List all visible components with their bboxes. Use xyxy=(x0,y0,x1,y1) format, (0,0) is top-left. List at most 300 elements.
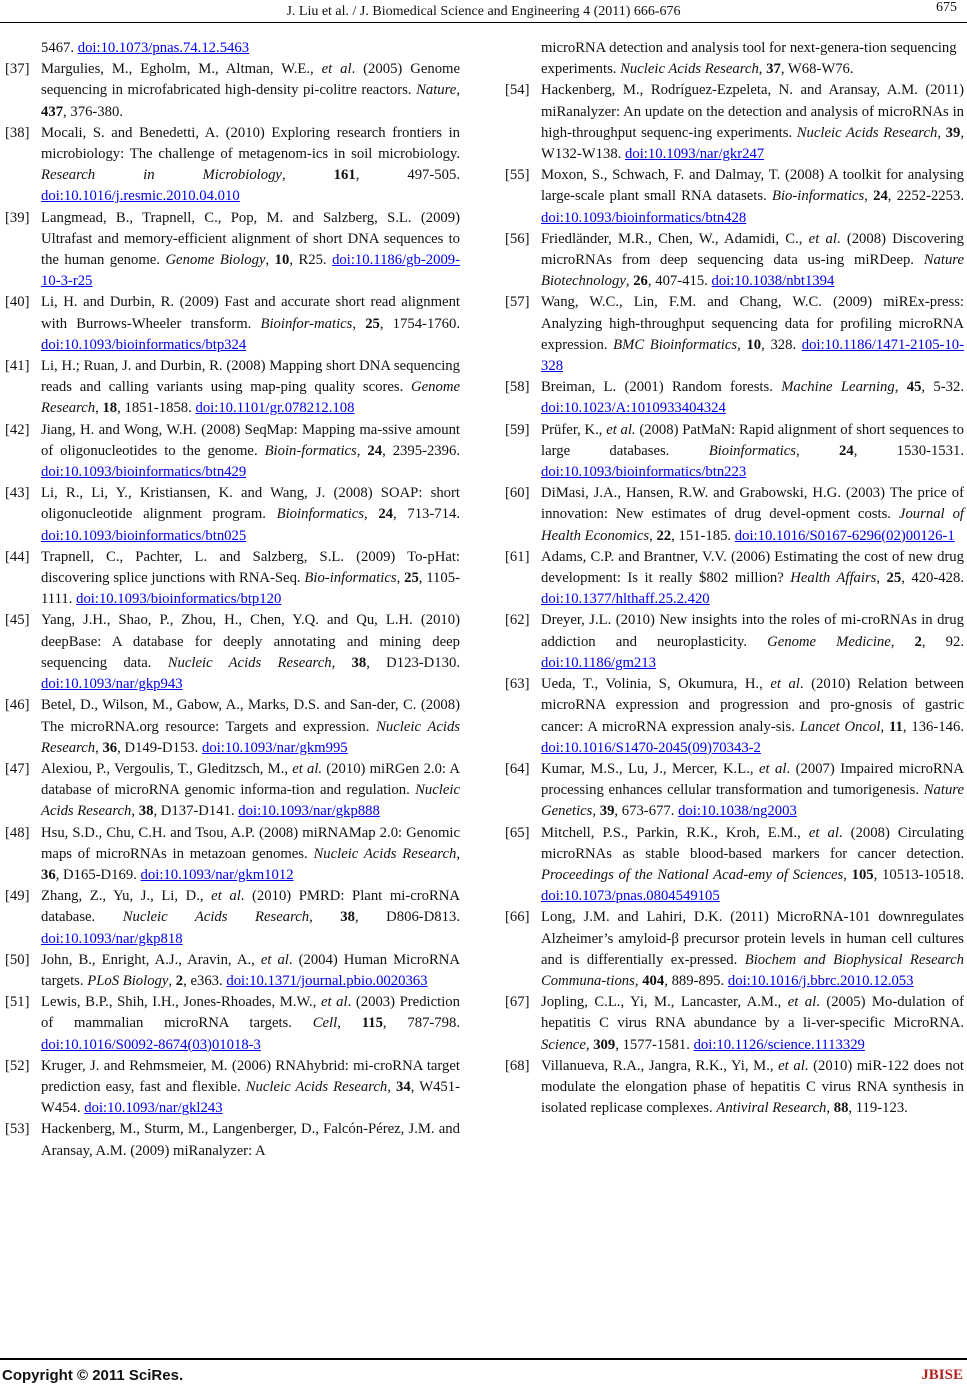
reference-item xyxy=(505,674,964,759)
reference-number: [52] xyxy=(5,1057,30,1074)
reference-item xyxy=(505,823,964,908)
separator: , xyxy=(890,633,915,650)
doi-link[interactable]: doi:10.1093/bioinformatics/btp324 xyxy=(41,336,247,353)
reference-item xyxy=(505,907,964,992)
reference-continuation xyxy=(505,38,964,80)
reference-text xyxy=(541,907,964,992)
doi-link[interactable]: doi:10.1093/nar/gkp818 xyxy=(41,930,183,947)
reference-item xyxy=(5,610,460,695)
reference-number: [62] xyxy=(505,612,530,629)
page-number: 675 xyxy=(936,0,957,15)
pages: , 151-185. xyxy=(671,527,735,544)
reference-text xyxy=(41,208,460,293)
reference-authors-title: Jiang, H. and Wong, W.H. (2008) SeqMap: Mapping ma-ssive amount of oligonucleotides to the genome. xyxy=(41,421,460,459)
reference-authors-title: Ueda, T., Volinia, S, Okumura, H., xyxy=(541,676,771,693)
journal-name: Nucleic Acids Research xyxy=(167,654,332,671)
reference-item xyxy=(505,547,964,611)
volume: 161 xyxy=(333,167,356,184)
volume: 11 xyxy=(888,718,903,735)
copyright-notice: Copyright © 2011 SciRes. xyxy=(2,1367,184,1384)
reference-title: . (2003) Prediction of mammalian microRNA targets. xyxy=(41,994,460,1032)
separator: , xyxy=(737,336,747,353)
journal-name: Nucleic Acids Research xyxy=(620,61,759,78)
journal-name: Research in Microbiology xyxy=(41,167,282,184)
volume: 36 xyxy=(102,739,118,756)
pages: , 1851-1858. xyxy=(117,400,196,417)
reference-number: [41] xyxy=(5,358,30,375)
doi-link[interactable]: doi:10.1016/S0167-6296(02)00126-1 xyxy=(734,527,955,544)
separator: , xyxy=(649,527,657,544)
doi-link[interactable]: doi:10.1377/hlthaff.25.2.420 xyxy=(541,591,710,608)
reference-text xyxy=(41,695,460,759)
journal-name: Genome Biology xyxy=(165,252,266,269)
et-al: et al xyxy=(808,230,837,247)
journal-name: Nucleic Acids Research xyxy=(313,845,457,862)
reference-authors-title: Langmead, B., Trapnell, C., Pop, M. and Salzberg, S.L. (2009) Ultrafast and memory-efficient alignment of short DNA sequences to the human genome. xyxy=(41,209,460,269)
journal-name: Lancet Oncol xyxy=(799,718,881,735)
pages: , 92. xyxy=(921,633,965,650)
reference-title: . (2004) Human MicroRNA targets. xyxy=(41,951,460,989)
volume: 18 xyxy=(102,400,118,417)
doi-link[interactable]: doi:10.1186/gb-2009-10-3-r25 xyxy=(41,252,461,290)
separator: , xyxy=(309,909,341,926)
volume: 25 xyxy=(886,570,902,587)
reference-text xyxy=(41,547,460,611)
reference-authors-title: DiMasi, J.A., Hansen, R.W. and Grabowski, H.G. (2003) The price of innovation: New estimates of drug devel-opment costs. xyxy=(541,485,964,523)
reference-authors-title: Long, J.M. and Lahiri, D.K. (2011) MicroRNA-101 downregulates Alzheimer’s amyloid-β precursor protein levels in human cell cultures and is differentially ex-pressed. xyxy=(541,909,964,968)
footer-rule xyxy=(0,1358,967,1360)
reference-authors-title: Trapnell, C., Pachter, L. and Salzberg, S.L. (2009) To-pHat: discovering splice junctions with RNA-Seq. xyxy=(41,548,460,587)
journal-name: Nucleic Acids Research xyxy=(245,1078,388,1095)
journal-name: PLoS Biology xyxy=(87,972,169,989)
volume: 25 xyxy=(365,315,380,332)
volume: 24 xyxy=(839,442,854,459)
reference-title: . (2010) PMRD: Plant mi-croRNA database. xyxy=(41,888,460,926)
reference-number: [50] xyxy=(5,951,30,968)
reference-authors-title: Prüfer, K., xyxy=(541,421,607,438)
reference-text xyxy=(541,229,964,293)
separator: , xyxy=(387,1078,397,1095)
journal-name: Nature Genetics xyxy=(541,782,964,820)
reference-text xyxy=(541,759,964,823)
reference-text xyxy=(41,823,460,887)
doi-link[interactable]: doi:10.1016/j.bbrc.2010.12.053 xyxy=(727,972,914,989)
separator: , xyxy=(758,61,767,78)
volume: 34 xyxy=(396,1078,411,1095)
pages: , 1577-1581. xyxy=(615,1036,694,1053)
reference-text xyxy=(41,886,460,950)
reference-authors-title: Kruger, J. and Rehmsmeier, M. (2006) RNAhybrid: mi-croRNA target prediction easy, fast and flexible. xyxy=(41,1057,460,1095)
left-column xyxy=(5,38,460,1162)
journal-name: Nucleic Acids Research xyxy=(41,782,460,820)
reference-continuation xyxy=(5,38,460,59)
doi-link[interactable]: doi:10.1093/nar/gkm995 xyxy=(202,739,348,756)
reference-number: [38] xyxy=(5,124,30,141)
separator: , xyxy=(95,739,103,756)
reference-text xyxy=(541,1056,964,1120)
reference-title: . (2005) Genome sequencing in microfabricated high-density pi-colitre reactors. xyxy=(41,61,460,99)
reference-number: [65] xyxy=(505,824,530,841)
reference-number: [57] xyxy=(505,294,530,311)
doi-link[interactable]: doi:10.1093/bioinformatics/btp120 xyxy=(76,591,282,608)
doi-link[interactable]: doi:10.1093/nar/gkp943 xyxy=(41,676,183,693)
reference-item xyxy=(5,695,460,759)
journal-name: Machine Learning xyxy=(781,379,895,396)
volume: 115 xyxy=(361,1015,383,1032)
reference-text xyxy=(541,992,964,1056)
volume: 39 xyxy=(945,124,961,141)
reference-text xyxy=(41,1056,460,1120)
reference-number: [37] xyxy=(5,61,30,78)
doi-link[interactable]: doi:10.1023/A:1010933404324 xyxy=(541,400,726,417)
separator: , xyxy=(337,1015,362,1032)
reference-authors-title: Kumar, M.S., Lu, J., Mercer, K.L., xyxy=(541,760,759,777)
reference-title: . (2008) Circulating microRNAs as stable blood-based markers for cancer detection. xyxy=(541,824,964,862)
doi-link[interactable]: doi:10.1093/nar/gkp888 xyxy=(238,803,380,820)
reference-text xyxy=(41,759,460,823)
journal-name: Bio-informatics xyxy=(772,188,865,205)
reference-item xyxy=(5,823,460,887)
doi-link[interactable]: doi:10.1186/gm213 xyxy=(541,654,656,671)
reference-authors-title: Mitchell, P.S., Parkin, R.K., Kroh, E.M., xyxy=(541,824,809,841)
reference-item xyxy=(505,165,964,229)
volume: 22 xyxy=(656,527,672,544)
reference-authors-title: Yang, J.H., Shao, P., Zhou, H., Chen, Y.Q. and Qu, L.H. (2010) deepBase: A database for deeply annotating and mining deep sequencing data. xyxy=(41,612,460,671)
pages: , 787-798. xyxy=(382,1015,461,1032)
volume: 88 xyxy=(833,1100,849,1117)
pages: , 673-677. xyxy=(614,803,679,820)
journal-name: Nature Biotechnology xyxy=(541,252,964,290)
reference-text xyxy=(541,420,964,484)
reference-title: . (2008) Discovering microRNAs from deep sequencing data us-ing miRDeep. xyxy=(541,230,964,269)
doi-link[interactable]: doi:10.1038/nbt1394 xyxy=(711,273,835,290)
pages: , 136-146. xyxy=(902,718,964,735)
reference-number: [59] xyxy=(505,421,530,438)
journal-name: Bioinformatics xyxy=(708,442,796,459)
pages: , 376-380. xyxy=(63,103,124,120)
doi-link[interactable]: doi:10.1093/bioinformatics/btn428 xyxy=(541,209,747,226)
et-al: et al xyxy=(320,994,348,1011)
volume: 24 xyxy=(873,188,888,205)
reference-text xyxy=(41,992,460,1056)
reference-authors-title: John, B., Enright, A.J., Aravin, A., xyxy=(41,951,261,968)
pages: , 119-123. xyxy=(848,1100,908,1117)
reference-authors-title: Lewis, B.P., Shih, I.H., Jones-Rhoades, M.W., xyxy=(41,994,321,1011)
pages: , D806-D813. xyxy=(354,909,461,926)
reference-item xyxy=(5,1056,460,1120)
doi-link[interactable]: doi:10.1093/nar/gkr247 xyxy=(625,146,765,163)
reference-number: [68] xyxy=(505,1057,530,1074)
pages: , 1530-1531. xyxy=(853,442,964,459)
reference-authors-title: Wang, W.C., Lin, F.M. and Chang, W.C. (2009) miREx-press: Analyzing high-throughput sequencing data for profiling microRNA expression. xyxy=(541,294,964,353)
journal-abbreviation: JBISE xyxy=(921,1367,963,1383)
reference-number: [40] xyxy=(5,294,30,311)
reference-authors-title: Villanueva, R.A., Jangra, R.K., Yi, M., xyxy=(541,1057,779,1074)
pages: , D123-D130. xyxy=(366,654,460,671)
pages: , 2252-2253. xyxy=(887,188,965,205)
separator: , xyxy=(363,506,379,523)
reference-number: [64] xyxy=(505,760,530,777)
volume: 45 xyxy=(906,379,922,396)
volume: 105 xyxy=(851,866,874,883)
reference-number: [39] xyxy=(5,209,30,226)
journal-name: Proceedings of the National Acad-emy of Sciences xyxy=(541,866,844,883)
reference-text xyxy=(541,80,964,165)
volume: 2 xyxy=(914,633,922,650)
pages: , 497-505. xyxy=(355,167,460,184)
journal-name: Bioinformatics xyxy=(276,506,364,523)
journal-name: BMC Bioinformatics xyxy=(613,336,738,353)
page-footer xyxy=(0,1358,967,1388)
reference-number: [63] xyxy=(505,676,530,693)
separator: , xyxy=(625,273,634,290)
volume: 37 xyxy=(766,61,781,78)
reference-authors-title: Hackenberg, M., Sturm, M., Langenberger, D., Falcón-Pérez, J.M. and Aransay, A.M. (2009) miRanalyzer: A xyxy=(41,1121,460,1159)
pages: , 889-895. xyxy=(664,972,728,989)
pages: , 328. xyxy=(761,336,802,353)
doi-link[interactable]: doi:10.1016/S1470-2045(09)70343-2 xyxy=(541,739,761,756)
volume: 25 xyxy=(404,570,419,587)
reference-text xyxy=(541,674,964,759)
et-al: et al xyxy=(770,676,800,693)
reference-number: [42] xyxy=(5,421,30,438)
reference-authors-title: Moxon, S., Schwach, F. and Dalmay, T. (2008) A toolkit for analysing large-scale plant small RNA datasets. xyxy=(541,167,964,205)
reference-authors-title: Mocali, S. and Benedetti, A. (2010) Exploring research frontiers in microbiology: The challenge of metagenom-ics in soil microbiology. xyxy=(41,124,460,163)
reference-number: [61] xyxy=(505,548,530,565)
reference-item xyxy=(505,292,964,377)
volume: 38 xyxy=(351,654,367,671)
reference-item xyxy=(5,992,460,1056)
reference-authors-title: Hackenberg, M., Rodríguez-Ezpeleta, N. and Aransay, A.M. (2011) miRanalyzer: An update on the detection and analysis of microRNAs in high-throughput sequenc-ing experiments. xyxy=(541,82,964,141)
reference-authors-title: Li, R., Li, Y., Kristiansen, K. and Wang, J. (2008) SOAP: short oligonucleotide alignment program. xyxy=(41,485,460,523)
volume: 38 xyxy=(340,909,355,926)
reference-title: (2010) miRGen 2.0: A database of microRNA genomic informa-tion and regulation. xyxy=(41,760,460,799)
volume: 38 xyxy=(138,803,154,820)
reference-text xyxy=(541,292,964,377)
pages: , W68-W76. xyxy=(780,61,854,78)
pages: , 420-428. xyxy=(901,570,964,587)
volume: 2 xyxy=(175,972,184,989)
doi-link[interactable]: doi:10.1093/nar/gkl243 xyxy=(84,1100,223,1117)
reference-number: [51] xyxy=(5,994,30,1011)
pages: , W132-W138. xyxy=(541,124,964,163)
reference-authors-title: Jopling, C.L., Yi, M., Lancaster, A.M., xyxy=(541,994,788,1011)
pages: , D137-D141. xyxy=(153,803,239,820)
et-al: et al. xyxy=(292,760,323,777)
reference-authors-title: Margulies, M., Egholm, M., Altman, W.E., xyxy=(41,61,322,78)
reference-authors-title: Li, H.; Ruan, J. and Durbin, R. (2008) Mapping short DNA sequencing reads and calling variants using map-ping quality scores. xyxy=(41,358,460,396)
volume: 10 xyxy=(274,252,290,269)
separator: , xyxy=(168,972,176,989)
journal-name: Bioinfor-matics xyxy=(260,315,353,332)
reference-item xyxy=(505,992,964,1056)
reference-item xyxy=(505,483,964,547)
journal-name: Genome Medicine xyxy=(767,633,891,650)
reference-text xyxy=(541,547,964,611)
reference-authors-title: Friedländer, M.R., Chen, W., Adamidi, C., xyxy=(541,230,809,247)
separator: , xyxy=(826,1100,834,1117)
doi-link[interactable]: doi:10.1073/pnas.74.12.5463 xyxy=(77,40,250,56)
journal-name: Journal of Health Economics xyxy=(541,506,964,544)
reference-authors-title: Breiman, L. (2001) Random forests. xyxy=(541,379,782,396)
reference-text xyxy=(541,823,964,908)
volume: 36 xyxy=(41,866,56,883)
reference-number: [56] xyxy=(505,230,530,247)
separator: , xyxy=(456,845,460,862)
pages: , 713-714. xyxy=(393,506,460,523)
doi-link[interactable]: doi:10.1073/pnas.0804549105 xyxy=(541,888,720,905)
reference-text xyxy=(41,420,460,484)
journal-name: Nucleic Acids Research xyxy=(122,909,310,926)
reference-title: (2008) PatMaN: Rapid alignment of short sequences to large databases. xyxy=(541,421,964,459)
reference-text xyxy=(541,377,964,419)
reference-item xyxy=(5,950,460,992)
doi-link[interactable]: doi:10.1093/nar/gkm1012 xyxy=(140,866,294,883)
separator: , xyxy=(331,654,352,671)
reference-item xyxy=(5,483,460,547)
header-rule xyxy=(0,22,967,23)
separator: , xyxy=(843,866,852,883)
reference-item xyxy=(5,547,460,611)
journal-name: Science xyxy=(541,1036,586,1053)
separator: , xyxy=(894,379,907,396)
reference-number: [58] xyxy=(505,379,530,396)
reference-number: [44] xyxy=(5,548,30,565)
journal-name: Biochem and Biophysical Research Communa-tions xyxy=(541,951,964,989)
doi-link[interactable]: doi:10.1016/S0092-8674(03)01018-3 xyxy=(41,1036,261,1053)
reference-item xyxy=(505,377,964,419)
et-al: et al xyxy=(808,824,839,841)
volume: 437 xyxy=(41,103,64,120)
volume: 10 xyxy=(746,336,762,353)
page-header xyxy=(0,0,967,26)
reference-text xyxy=(41,1119,460,1161)
separator: , xyxy=(876,570,887,587)
reference-authors-title: Dreyer, J.L. (2010) New insights into the roles of mi-croRNAs in drug addiction and neuroplasticity. xyxy=(541,612,964,650)
journal-name: Cell xyxy=(312,1015,338,1032)
reference-number: [54] xyxy=(505,82,530,99)
reference-title: . (2010) Relation between microRNA expression and progression and pro-gnosis of gastric cancer: A microRNA expression analy-sis. xyxy=(541,676,964,735)
reference-item xyxy=(5,123,460,208)
pages: , 5-32. xyxy=(921,379,964,396)
reference-number: [53] xyxy=(5,1121,30,1138)
journal-name: Bioin-formatics xyxy=(264,442,357,459)
journal-name: Nucleic Acids Research xyxy=(41,718,461,756)
journal-name: Genome Research xyxy=(41,379,460,417)
reference-authors-title: Hsu, S.D., Chu, C.H. and Tsou, A.P. (2008) miRNAMap 2.0: Genomic maps of microRNAs in metazoan genomes. xyxy=(41,824,460,862)
reference-number: [46] xyxy=(5,697,30,714)
separator: , xyxy=(265,252,275,269)
reference-item xyxy=(5,59,460,123)
volume: 24 xyxy=(367,442,383,459)
separator: , xyxy=(95,400,103,417)
journal-name: Antiviral Research xyxy=(716,1100,827,1117)
pages: , R25. xyxy=(289,252,333,269)
separator: , xyxy=(131,803,139,820)
separator: , xyxy=(456,82,460,99)
separator: , xyxy=(396,570,405,587)
reference-title: . (2010) miR-122 does not modulate the elongation phase of hepatitis C virus RNA synthesis in isolated replicase complexes. xyxy=(541,1057,964,1117)
volume: 39 xyxy=(599,803,615,820)
pages: , 1754-1760. xyxy=(379,315,460,332)
separator: , xyxy=(281,167,334,184)
pages: , D149-D153. xyxy=(117,739,202,756)
doi-link[interactable]: doi:10.1126/science.1113329 xyxy=(693,1036,865,1053)
pages: , 10513-10518. xyxy=(873,866,965,883)
et-al: et al xyxy=(321,61,352,78)
volume: 24 xyxy=(378,506,393,523)
pages: , D165-D169. xyxy=(55,866,141,883)
doi-link[interactable]: doi:10.1093/bioinformatics/btn223 xyxy=(541,464,747,481)
doi-link[interactable]: doi:10.1101/gr.078212.108 xyxy=(195,400,355,417)
reference-authors-title: Li, H. and Durbin, R. (2009) Fast and accurate short read alignment with Burrows-Wheeler transform. xyxy=(41,294,460,332)
reference-item xyxy=(5,759,460,823)
reference-authors-title: Alexiou, P., Vergoulis, T., Gleditzsch, M., xyxy=(41,760,293,777)
reference-item xyxy=(505,1056,964,1120)
reference-number: [67] xyxy=(505,994,530,1011)
journal-name: Nature xyxy=(416,82,457,99)
reference-item xyxy=(5,292,460,356)
pages: , 1105-1111. xyxy=(41,570,460,608)
reference-title: . (2007) Impaired microRNA processing enhances cellular transformation and tumorigenesis. xyxy=(541,760,964,799)
et-al: et al xyxy=(260,951,289,968)
reference-number: [66] xyxy=(505,909,530,926)
et-al: et al xyxy=(211,888,241,905)
reference-text xyxy=(41,356,460,420)
continuation-text: microRNA detection and analysis tool for next-genera-tion sequencing experiments. xyxy=(541,40,957,78)
separator: , xyxy=(352,315,366,332)
et-al: et al. xyxy=(606,421,636,438)
journal-name: Health Affairs xyxy=(790,570,877,587)
doi-link[interactable]: doi:10.1186/1471-2105-10-328 xyxy=(541,336,965,375)
doi-link[interactable]: doi:10.1016/j.resmic.2010.04.010 xyxy=(41,188,240,205)
doi-link[interactable]: doi:10.1038/ng2003 xyxy=(678,803,797,820)
reference-authors-title: Betel, D., Wilson, M., Gabow, A., Marks, D.S. and San-der, C. (2008) The microRNA.org resource: Targets and expression. xyxy=(41,697,460,735)
reference-item xyxy=(5,356,460,420)
reference-text xyxy=(41,950,460,992)
right-column xyxy=(505,38,964,1119)
separator: , xyxy=(592,803,600,820)
doi-link[interactable]: doi:10.1371/journal.pbio.0020363 xyxy=(226,972,428,989)
pages: , 2395-2396. xyxy=(382,442,461,459)
reference-authors-title: Adams, C.P. and Brantner, V.V. (2006) Estimating the cost of new drug development: Is it really $802 million? xyxy=(541,548,964,587)
reference-item xyxy=(505,80,964,165)
reference-text xyxy=(541,610,964,674)
separator: , xyxy=(585,1036,594,1053)
volume: 26 xyxy=(633,273,648,290)
reference-item xyxy=(505,229,964,293)
volume: 404 xyxy=(642,972,665,989)
et-al: et al xyxy=(759,760,787,777)
reference-text xyxy=(541,483,964,547)
reference-item xyxy=(5,420,460,484)
reference-title: . (2005) Mo-dulation of hepatitis C virus RNA abundance by a li-ver-specific MicroRNA. xyxy=(541,994,965,1032)
reference-text xyxy=(41,59,460,123)
reference-number: [60] xyxy=(505,485,530,502)
doi-link[interactable]: doi:10.1093/bioinformatics/btn025 xyxy=(41,527,247,544)
doi-link[interactable]: doi:10.1093/bioinformatics/btn429 xyxy=(41,464,247,481)
reference-item xyxy=(5,1119,460,1161)
reference-item xyxy=(5,208,460,293)
pages: , W451-W454. xyxy=(41,1078,460,1117)
reference-number: [43] xyxy=(5,485,30,502)
et-al: et al xyxy=(787,994,817,1011)
reference-number: [49] xyxy=(5,888,30,905)
separator: , xyxy=(880,718,889,735)
separator: , xyxy=(937,124,946,141)
reference-number: [55] xyxy=(505,167,530,184)
separator: , xyxy=(796,442,839,459)
